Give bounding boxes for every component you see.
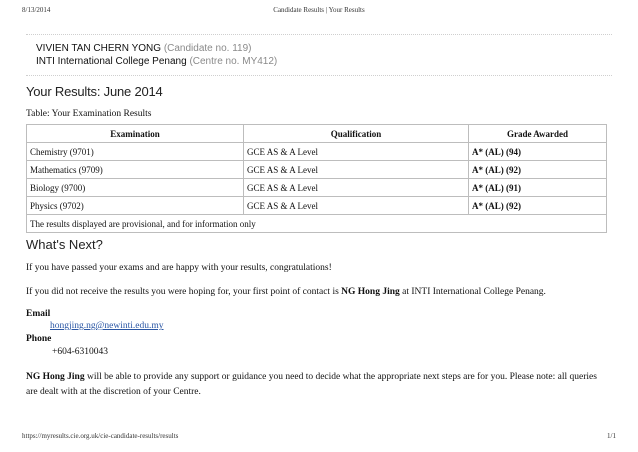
print-url: https://myresults.cie.org.uk/cie-candidate-results/results [22, 432, 179, 440]
support-contact-person: NG Hong Jing [26, 372, 85, 382]
table-row [27, 143, 607, 161]
centre-line [36, 56, 277, 67]
table-row [27, 197, 607, 215]
exam-cell: Mathematics (9709) [27, 161, 244, 179]
phone-number: +604-6310043 [52, 347, 109, 357]
grade-cell: A* (AL) (92) [469, 197, 607, 215]
qualification-cell: GCE AS & A Level [244, 197, 469, 215]
table-row [27, 179, 607, 197]
print-header [22, 6, 616, 18]
contact-text-after: at INTI International College Penang. [399, 287, 546, 297]
exam-cell: Physics (9702) [27, 197, 244, 215]
centre-name: INTI International College Penang [36, 56, 187, 67]
table-row [27, 161, 607, 179]
whats-next-title: What's Next? [26, 237, 103, 252]
candidate-number: (Candidate no. 119) [163, 43, 252, 54]
header-grade: Grade Awarded [469, 125, 607, 143]
congratulations-text: If you have passed your exams and are happy with your results, congratulations! [26, 263, 332, 273]
qualification-cell: GCE AS & A Level [244, 161, 469, 179]
candidate-info [26, 34, 612, 76]
contact-text-before: If you did not receive the results you were hoping for, your first point of contact is [26, 287, 342, 297]
page-number: 1/1 [607, 432, 616, 440]
email-link[interactable]: hongjing.ng@newinti.edu.my [50, 321, 164, 331]
grade-cell: A* (AL) (94) [469, 143, 607, 161]
provisional-note: The results displayed are provisional, and for information only [27, 215, 607, 233]
results-table [26, 124, 607, 233]
candidate-name-line [36, 43, 251, 54]
qualification-cell: GCE AS & A Level [244, 143, 469, 161]
contact-paragraph [26, 287, 616, 297]
centre-number: (Centre no. MY412) [189, 56, 278, 67]
email-label: Email [26, 309, 51, 319]
print-page-title: Candidate Results | Your Results [273, 6, 365, 14]
grade-cell: A* (AL) (91) [469, 179, 607, 197]
candidate-name: VIVIEN TAN CHERN YONG [36, 43, 162, 54]
phone-label: Phone [26, 334, 52, 344]
support-paragraph [26, 370, 610, 400]
header-examination: Examination [27, 125, 244, 143]
support-text: will be able to provide any support or guidance you need to decide what the appropriate next steps are for you. Please note: all queries are dealt with at the discretion of your Centre. [26, 372, 597, 397]
table-caption: Table: Your Examination Results [26, 109, 152, 119]
table-note-row [27, 215, 607, 233]
contact-person: NG Hong Jing [341, 287, 400, 297]
results-title: Your Results: June 2014 [26, 84, 163, 99]
header-qualification: Qualification [244, 125, 469, 143]
exam-cell: Biology (9700) [27, 179, 244, 197]
qualification-cell: GCE AS & A Level [244, 179, 469, 197]
print-footer [22, 432, 616, 444]
grade-cell: A* (AL) (92) [469, 161, 607, 179]
exam-cell: Chemistry (9701) [27, 143, 244, 161]
print-date: 8/13/2014 [22, 6, 51, 14]
table-header-row [27, 125, 607, 143]
